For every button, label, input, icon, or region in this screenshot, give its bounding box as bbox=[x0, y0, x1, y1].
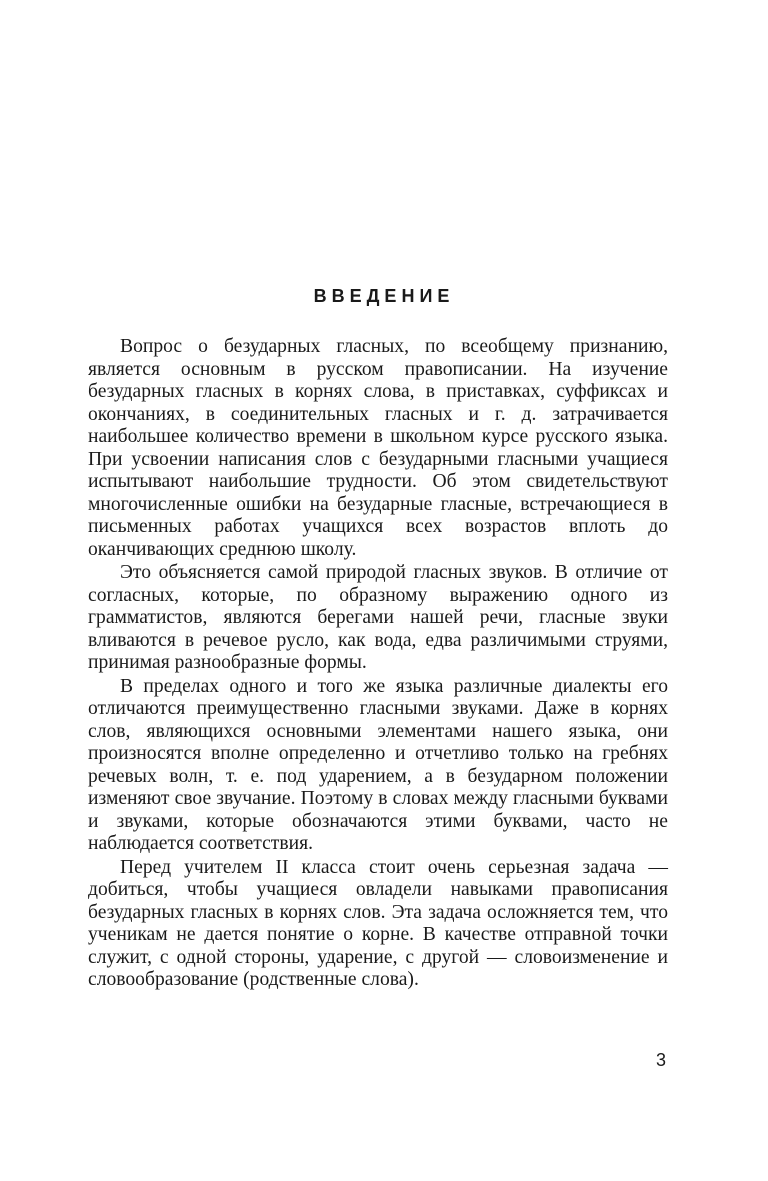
body-text bbox=[88, 336, 668, 992]
page-number: 3 bbox=[656, 1050, 667, 1070]
paragraph-4: Перед учителем II класса стоит очень серьезная задача — добиться, чтобы учащиеся овладели навыками правописания безударных гласных в корнях слов. Эта задача осложняется тем, что ученикам не дается понятие о корне. В качестве отправной точки служит, с одной стороны, ударение, с другой — словоизменение и словообразование (родственные слова). bbox=[88, 856, 668, 990]
paragraph-3: В пределах одного и того же языка различные диалекты его отличаются преимущественно гласными звуками. Даже в корнях слов, являющихся основными элементами нашего языка, они произносятся вполне определенно и отчетливо только на гребнях речевых волн, т. е. под ударением, а в безударном положении изменяют свое звучание. Поэтому в словах между гласными буквами и звуками, которые обозначаются этими буквами, часто не наблюдается соответствия. bbox=[88, 675, 668, 854]
paragraph-2: Это объясняется самой природой гласных звуков. В отличие от согласных, которые, по образному выражению одного из грамматистов, являются берегами нашей речи, гласные звуки вливаются в речевое русло, как вода, едва различимыми струями, принимая разнообразные формы. bbox=[88, 562, 668, 673]
paragraph-1: Вопрос о безударных гласных, по всеобщему признанию, является основным в русском правописании. На изучение безударных гласных в корнях слова, в приставках, суффиксах и окончаниях, в соединительных гласных и г. д. затрачивается наибольшее количество времени в школьном курсе русского языка. При усвоении написания слов с безударными гласными учащиеся испытывают наибольшие трудности. Об этом свидетельствуют многочисленные ошибки на безударные гласные, встречающиеся в письменных работах учащихся всех возрастов вплоть до оканчивающих среднюю школу. bbox=[88, 336, 668, 560]
chapter-heading: ВВЕДЕНИЕ bbox=[313, 286, 455, 306]
